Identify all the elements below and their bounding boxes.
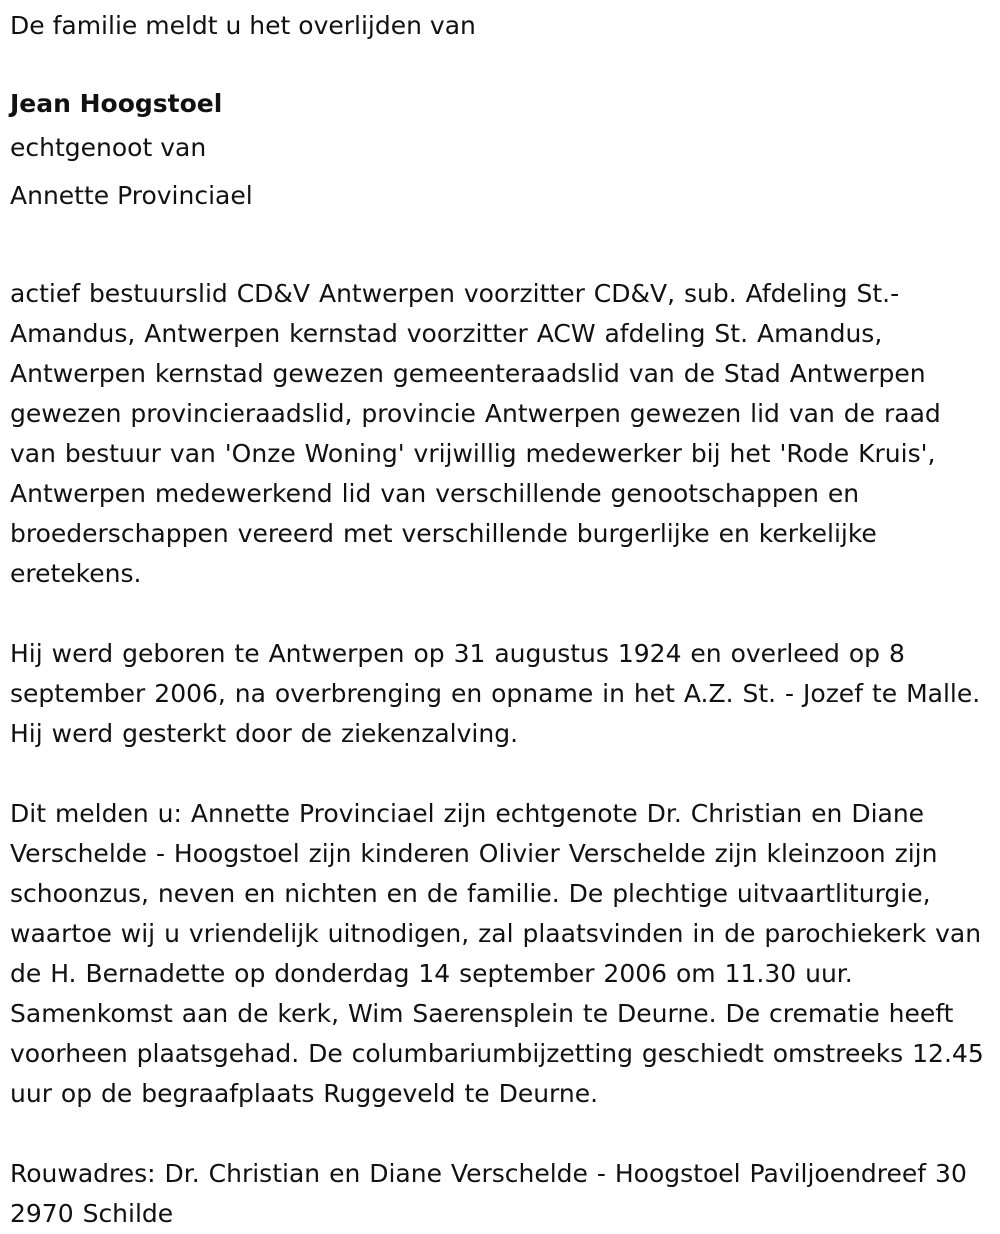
birth-death-paragraph: Hij werd geboren te Antwerpen op 31 augustus 1924 en overleed op 8 september 2006, na overbrenging en opname in het A.Z. St. - Jozef te Malle. Hij werd gesterkt door de ziekenzalving. [10,639,981,748]
intro-text: De familie meldt u het overlijden van [10,11,476,40]
relation-label: echtgenoot van [10,133,207,162]
mourning-address-paragraph: Rouwadres: Dr. Christian en Diane Verschelde - Hoogstoel Paviljoendreef 30 2970 Schilde [10,1159,967,1228]
funeral-details-paragraph: Dit melden u: Annette Provinciael zijn echtgenote Dr. Christian en Diane Verschelde - Hoogstoel zijn kinderen Olivier Verschelde zijn kleinzoon zijn schoonzus, neven en nichten en de familie. De plechtige uitvaartliturgie, waartoe wij u vriendelijk uitnodigen, zal plaatsvinden in de parochiekerk van de H. Bernadette op donderdag 14 september 2006 om 11.30 uur. Samenkomst aan de kerk, Wim Saerensplein te Deurne. De crematie heeft voorheen plaatsgehad. De columbariumbijzetting geschiedt omstreeks 12.45 uur op de begraafplaats Ruggeveld te Deurne. [10,799,984,1108]
deceased-name: Jean Hoogstoel [10,89,223,118]
obituary-document [10,0,992,1234]
spouse-name: Annette Provinciael [10,181,253,210]
biography-paragraph: actief bestuurslid CD&V Antwerpen voorzitter CD&V, sub. Afdeling St.-Amandus, Antwerpen kernstad voorzitter ACW afdeling St. Amandus, Antwerpen kernstad gewezen gemeenteraadslid van de Stad Antwerpen gewezen provincieraadslid, provincie Antwerpen gewezen lid van de raad van bestuur van 'Onze Woning' vrijwillig medewerker bij het 'Rode Kruis', Antwerpen medewerkend lid van verschillende genootschappen en broederschappen vereerd met verschillende burgerlijke en kerkelijke eretekens. [10,279,941,588]
